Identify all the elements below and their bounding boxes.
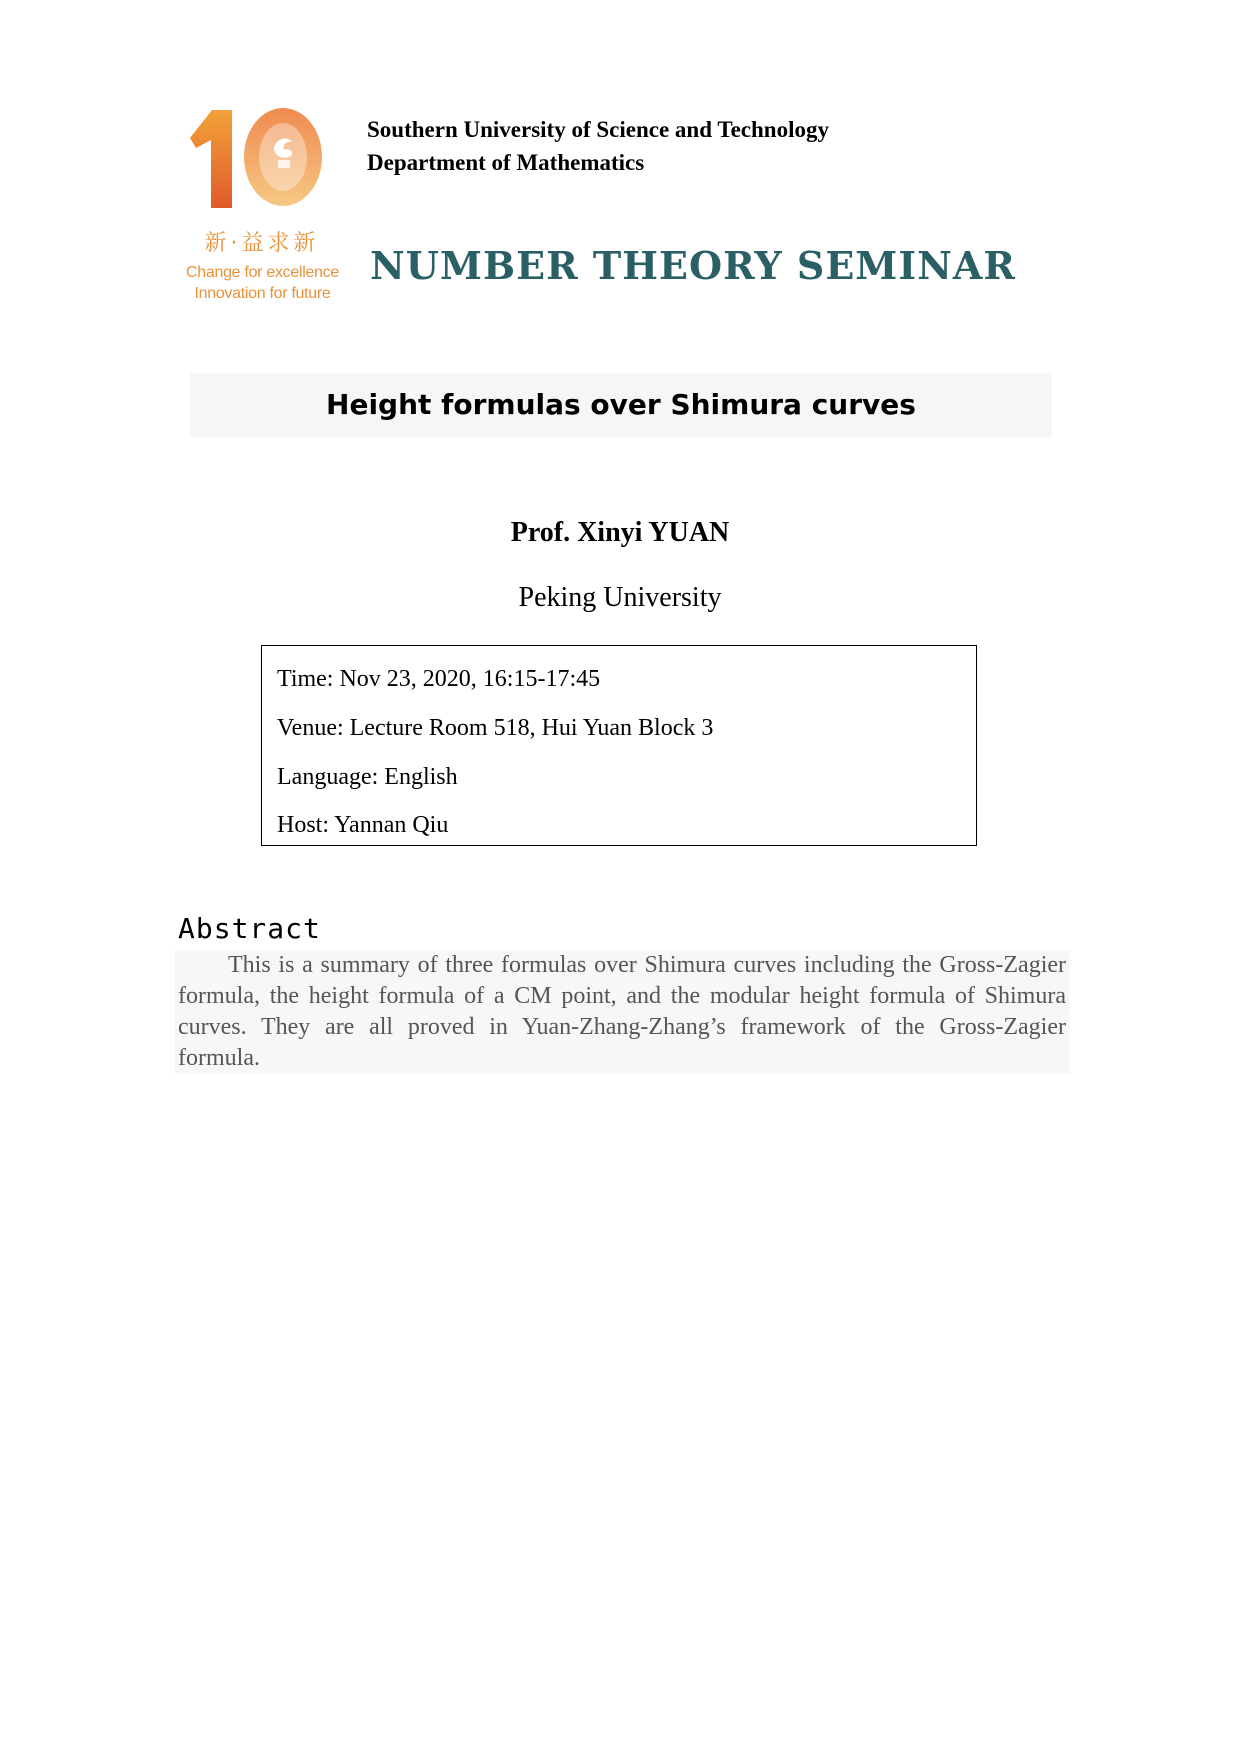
seminar-title: NUMBER THEORY SEMINAR	[370, 243, 1016, 288]
logo-english-motto-line2: Innovation for future	[194, 285, 331, 302]
logo-english-motto-line1: Change for excellence	[186, 264, 339, 281]
abstract-block	[175, 950, 1070, 1074]
event-details-box	[261, 645, 977, 846]
speaker-name: Prof. Xinyi YUAN	[510, 517, 730, 548]
event-language: Language: English	[277, 764, 458, 790]
university-name: Southern University of Science and Technology	[367, 117, 829, 142]
ten-numeral-icon	[170, 108, 355, 228]
anniversary-logo	[170, 108, 355, 308]
event-venue: Venue: Lecture Room 518, Hui Yuan Block 3	[277, 715, 714, 741]
speaker-affiliation: Peking University	[518, 582, 722, 613]
logo-chinese-motto: 新·益求新	[204, 231, 320, 256]
talk-title-banner	[190, 373, 1052, 437]
abstract-heading: Abstract	[178, 912, 321, 945]
talk-title: Height formulas over Shimura curves	[326, 388, 916, 421]
abstract-text: This is a summary of three formulas over Shimura curves including the Gross-Zagier formula, the height formula of a CM point, and the modular height formula of Shimura curves. They are all proved in Yuan-Zhang-Zhang’s framework of the Gross-Zagier formula.	[178, 952, 1066, 1071]
department-name: Department of Mathematics	[367, 150, 645, 175]
event-time: Time: Nov 23, 2020, 16:15-17:45	[277, 666, 601, 692]
event-host: Host: Yannan Qiu	[277, 812, 449, 838]
